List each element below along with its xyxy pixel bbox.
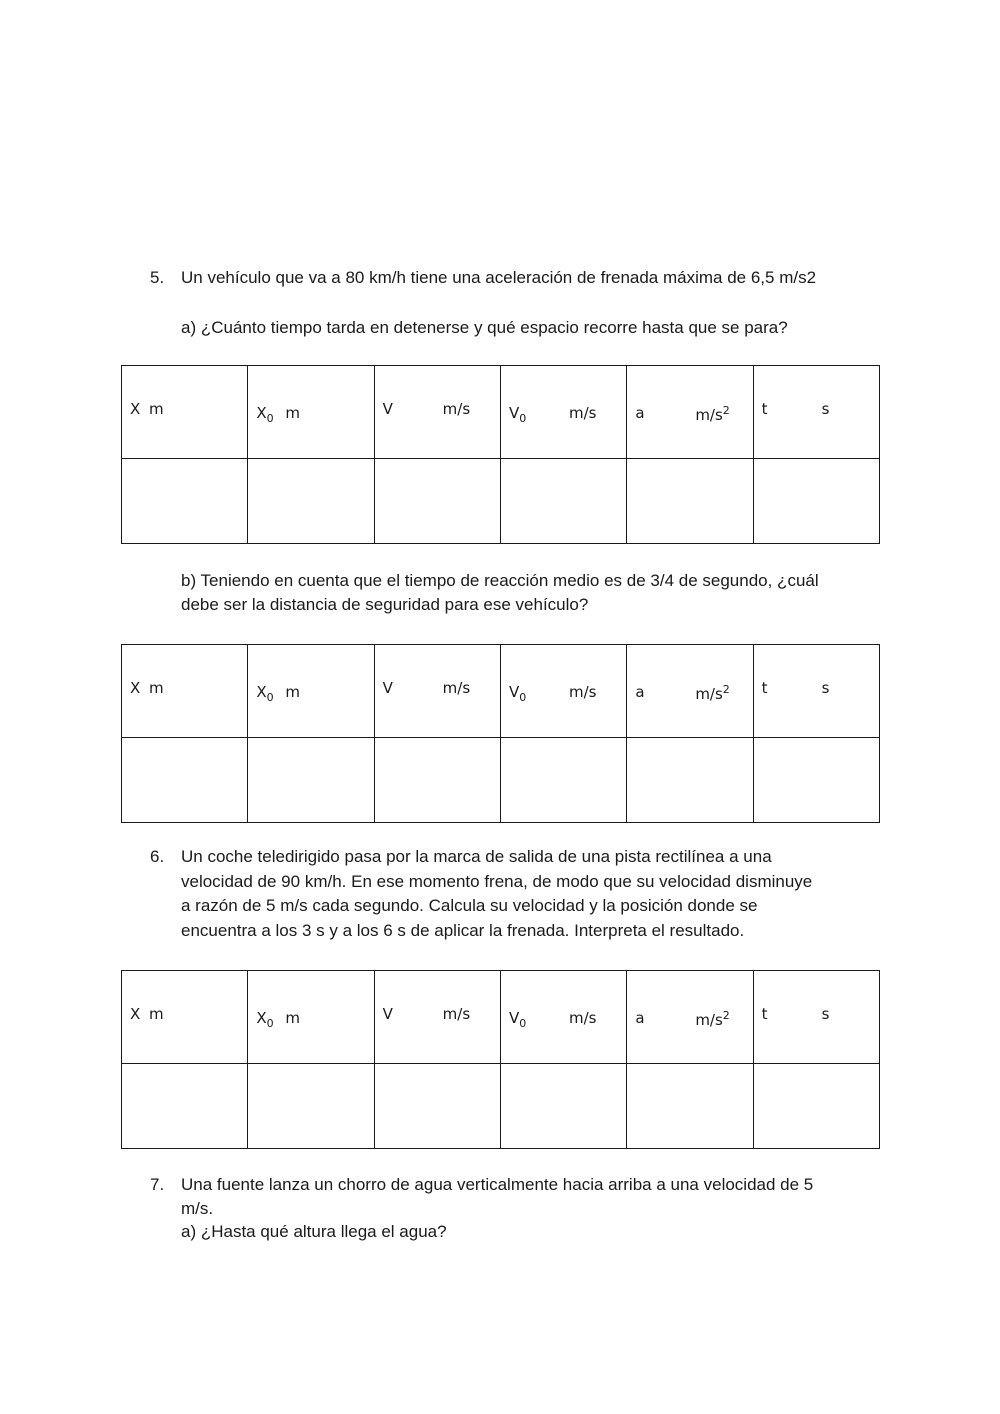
t-unit: s xyxy=(821,1005,830,1023)
q7-line1: Una fuente lanza un chorro de agua verticalmente hacia arriba a una velocidad de 5 xyxy=(181,1175,814,1194)
v-unit: m/s xyxy=(442,679,471,697)
t-unit: s xyxy=(821,679,830,697)
v0-unit: m/s xyxy=(568,404,597,422)
v-unit: m/s xyxy=(442,1005,471,1023)
header-v xyxy=(374,366,500,459)
x-unit: m xyxy=(149,400,164,418)
x-symbol: X xyxy=(130,400,141,418)
a-unit: $m/s^2$ xyxy=(695,1009,730,1029)
a-symbol: a xyxy=(635,404,645,422)
x0-unit: m xyxy=(285,683,300,701)
answer-cell-v0[interactable] xyxy=(500,1064,626,1149)
q6-line2: velocidad de 90 km/h. En ese momento frena, de modo que su velocidad disminuye xyxy=(181,872,813,891)
header-t xyxy=(753,971,879,1064)
q6-line3: a razón de 5 m/s cada segundo. Calcula su velocidad y la posición donde se xyxy=(181,896,758,915)
v-symbol: V xyxy=(382,679,393,697)
header-v0 xyxy=(500,366,626,459)
q6-number: 6. xyxy=(150,847,165,866)
header-x0 xyxy=(248,645,374,738)
header-a xyxy=(627,366,753,459)
answer-cell-t[interactable] xyxy=(753,459,879,544)
t-unit: s xyxy=(821,400,830,418)
v-unit: m/s xyxy=(442,400,471,418)
a-unit: $m/s^2$ xyxy=(695,683,730,703)
data-table-q6 xyxy=(121,970,880,1149)
header-x0 xyxy=(248,366,374,459)
answer-cell-x0[interactable] xyxy=(248,1064,374,1149)
x0-unit: m xyxy=(285,1009,300,1027)
answer-cell-x[interactable] xyxy=(122,459,248,544)
answer-cell-x0[interactable] xyxy=(248,738,374,823)
header-v0 xyxy=(500,971,626,1064)
header-v0 xyxy=(500,645,626,738)
v-symbol: V xyxy=(382,1005,393,1023)
answer-cell-v0[interactable] xyxy=(500,459,626,544)
x0-symbol: $X_0$ xyxy=(256,683,274,704)
answer-cell-v[interactable] xyxy=(374,1064,500,1149)
x-symbol: X xyxy=(130,1005,141,1023)
q5-statement: Un vehículo que va a 80 km/h tiene una aceleración de frenada máxima de 6,5 m/s2 xyxy=(181,268,817,287)
v0-unit: m/s xyxy=(568,683,597,701)
header-t xyxy=(753,366,879,459)
answer-cell-a[interactable] xyxy=(627,459,753,544)
q7-line2: m/s. xyxy=(181,1199,214,1218)
x-symbol: X xyxy=(130,679,141,697)
header-a xyxy=(627,971,753,1064)
x-unit: m xyxy=(149,679,164,697)
q5-part-a: a) ¿Cuánto tiempo tarda en detenerse y qué espacio recorre hasta que se para? xyxy=(181,318,788,337)
answer-cell-v[interactable] xyxy=(374,738,500,823)
v0-symbol: $V_0$ xyxy=(508,1009,527,1030)
answer-cell-a[interactable] xyxy=(627,1064,753,1149)
q7-number: 7. xyxy=(150,1175,165,1194)
t-symbol: t xyxy=(761,1005,768,1023)
answer-cell-a[interactable] xyxy=(627,738,753,823)
data-table-q5b xyxy=(121,644,880,823)
header-t xyxy=(753,645,879,738)
header-a xyxy=(627,645,753,738)
header-x xyxy=(122,366,248,459)
v0-unit: m/s xyxy=(568,1009,597,1027)
q7-part-a: a) ¿Hasta qué altura llega el agua? xyxy=(181,1222,447,1241)
x-unit: m xyxy=(149,1005,164,1023)
v0-symbol: $V_0$ xyxy=(508,683,527,704)
answer-cell-x0[interactable] xyxy=(248,459,374,544)
q5-part-b-line1: b) Teniendo en cuenta que el tiempo de reacción medio es de 3/4 de segundo, ¿cuál xyxy=(181,571,819,590)
answer-cell-t[interactable] xyxy=(753,1064,879,1149)
a-symbol: a xyxy=(635,683,645,701)
answer-cell-x[interactable] xyxy=(122,738,248,823)
answer-cell-x[interactable] xyxy=(122,1064,248,1149)
v0-symbol: $V_0$ xyxy=(508,404,527,425)
q6-line4: encuentra a los 3 s y a los 6 s de aplicar la frenada. Interpreta el resultado. xyxy=(181,921,745,940)
header-v xyxy=(374,971,500,1064)
q5-part-b-line2: debe ser la distancia de seguridad para ese vehículo? xyxy=(181,595,589,614)
x0-symbol: $X_0$ xyxy=(256,1009,274,1030)
header-x xyxy=(122,971,248,1064)
t-symbol: t xyxy=(761,679,768,697)
q6-line1: Un coche teledirigido pasa por la marca de salida de una pista rectilínea a una xyxy=(181,847,772,866)
header-v xyxy=(374,645,500,738)
q5-number: 5. xyxy=(150,268,165,287)
answer-cell-t[interactable] xyxy=(753,738,879,823)
answer-cell-v[interactable] xyxy=(374,459,500,544)
t-symbol: t xyxy=(761,400,768,418)
a-symbol: a xyxy=(635,1009,645,1027)
header-x0 xyxy=(248,971,374,1064)
header-x xyxy=(122,645,248,738)
a-unit: $m/s^2$ xyxy=(695,404,730,424)
v-symbol: V xyxy=(382,400,393,418)
x0-unit: m xyxy=(285,404,300,422)
data-table-q5a xyxy=(121,365,880,544)
answer-cell-v0[interactable] xyxy=(500,738,626,823)
x0-symbol: $X_0$ xyxy=(256,404,274,425)
